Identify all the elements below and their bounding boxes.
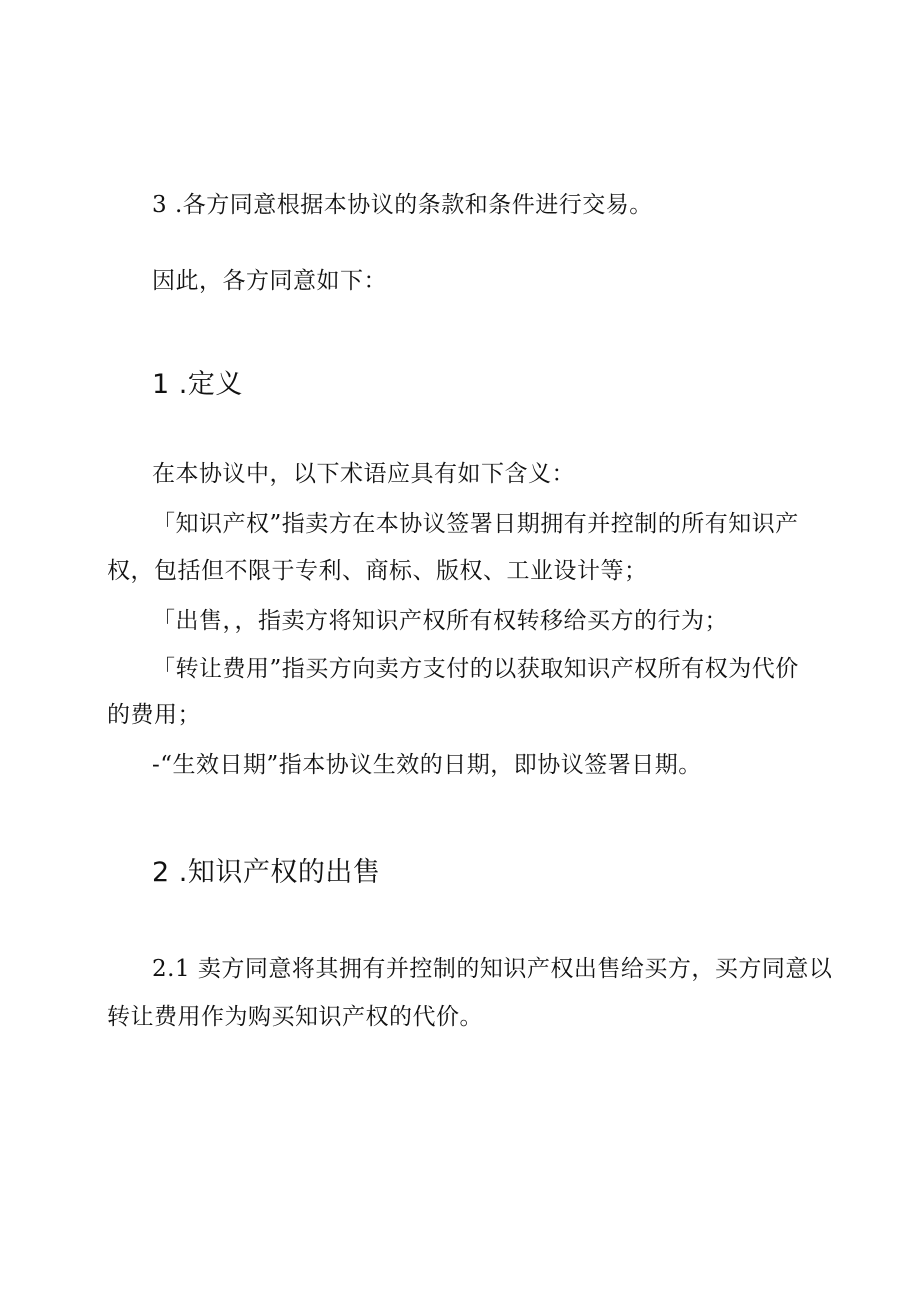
definition-fee-line-1: 「转让费用”指买方向卖方支付的以获取知识产权所有权为代价 [152,656,799,682]
paragraph-3: 3 .各方同意根据本协议的条款和条件进行交易。 [152,192,653,218]
definition-ip-line-2: 权，包括但不限于专利、商标、版权、工业设计等； [107,558,648,584]
definition-effective-date: -“生效日期”指本协议生效的日期，即协议签署日期。 [152,752,702,778]
therefore-paragraph: 因此，各方同意如下： [152,268,387,294]
clause-2-1-line-2: 转让费用作为购买知识产权的代价。 [107,1004,483,1030]
section-2-heading: 2 .知识产权的出售 [152,857,381,888]
definition-ip-line-1: 「知识产权”指卖方在本协议签署日期拥有并控制的所有知识产 [152,511,799,537]
definition-fee-line-2: 的费用； [107,702,201,728]
definitions-intro: 在本协议中，以下术语应具有如下含义： [152,461,575,487]
clause-2-1-line-1: 2.1 卖方同意将其拥有并控制的知识产权出售给买方，买方同意以 [152,956,833,982]
section-1-heading: 1 .定义 [152,369,243,400]
definition-sale: 「出售，，指卖方将知识产权所有权转移给买方的行为； [152,608,728,634]
